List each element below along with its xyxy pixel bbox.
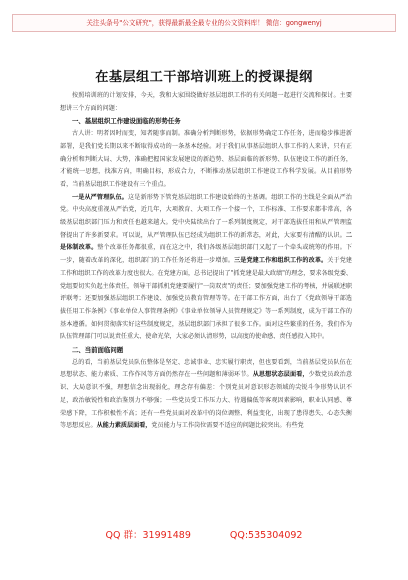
section-1-heading: 一、基层组织工作建设面临的形势任务 — [72, 117, 181, 126]
paragraph-text: 关于党建工作和组织工作的改革力度也很大。在党建方面，总书记提出了"抓党建是最大政绩"的理念，要求各级党委、党组要切实负起主体责任，领导干部抓机党建要履行"一岗双责"的责任；要加强党建工作的考核，并展联述职评联考；还要加强基层组织工作建设、加强党员教育管理等等。在干部工作方面，出台了《党政领导干部选拔任用工作条例》《事业单位人事管理条例》《事业单位领导人员管理规定》等一系列制度，成为干部工作的基本遵循。如何贯彻落实好这些制度规定，基层组织部门承担了很多工作。面对这些繁重的任务，我们作为队伍管理部门可以说责任重大、使命光荣，大家必须认清形势，以高度的使命感、责任感投入其中。 — [60, 257, 352, 341]
paragraph-text: 少数党员政治意识、大局意识不强，理想信念出现弱化，理念存有偏差：个别党员对意识形态领域的尖锐斗争形势认识不足，政治敏锐性和政治鉴别力不够强；一些党员受工作压力大、待遇偏低等客观因素影响，职业认同感、尊荣感下降，工作积极性不高；还有一些党员面对改革中的岗位调整、利益变化，出现了患得患失、心态失衡等思想反应。 — [60, 371, 352, 430]
top-banner: 关注头条号"公文研究"，获得最新最全最专业的公文资料库！ 微信：gongwenyj — [12, 14, 396, 32]
footer-contact — [0, 527, 408, 541]
paragraph — [60, 357, 352, 433]
bold-lead: 从思想状态层面看， — [252, 371, 309, 379]
paragraph — [60, 192, 352, 344]
bold-lead: 三是党建工作和组织工作的改革。 — [234, 257, 328, 265]
section-2-heading: 二、当前面临问题 — [72, 346, 124, 355]
paragraph-text: 党员能力与工作岗位需要不适应的问题比较突出。有些党 — [151, 422, 304, 430]
paragraph: 古人讲：明者因时而变，知者随事而制。准确分析判断形势，依据形势确定工作任务，进而稳步推进新部署，是我们党长期以来不断取得成功的一条基本经验。对于我们从事基层组织人事工作的人来讲，只有正确分析和判断大局、大势，准确把握国家发展建设的新趋势、基层面临的新形势、队伍建设工作的新任务，才能统一思想，找准方向，明确目标，形成合力，不断推动基层组织工作建设工作科学发展。从目前形势看，当前基层组织工作建设有三个重点。 — [60, 130, 352, 188]
paragraph-text: 总的看，当前基层党员队伍整体是坚定、忠诚事业、忠实履行职责，但也要看到，当前基层党员队伍在思想状态、能力素质、工作作风等方面仍然存在一些问题和薄弱环节。 — [60, 358, 352, 379]
bold-lead: 一是从严管理队伍。 — [72, 193, 129, 201]
paragraph-text: 这是新形势下管党基层组织工作建设始终的主基调。组织工作的主线是全面从严治党。中央高度重视从严治党，近几年，大项教育、大项工作一个接一个，工作标准、工作要求都非常高，各级基层组织部门压力和责任也越来越大。党中央陆续出台了一系列制度规定，对干部选拔任用和从严管理监督提出了许多新要求。可以说，从严管理队伍已经成为组织工作的新常态，对此，大家要有清醒的认识。 — [60, 193, 352, 239]
footer-qq: QQ:535304092 — [229, 530, 303, 541]
document-title: 在基层组工干部培训班上的授课提纲 — [95, 70, 313, 85]
document-body — [60, 90, 352, 520]
bold-lead: 二是体制改革。 — [60, 231, 352, 252]
paragraph-text: 整个改革任务都很重，而在这之中，我们各级基层组织部门又起了一个牵头或统筹的作用。下一步，随着改革的深化，组织部门的工作任务还将进一步增加。 — [60, 244, 352, 265]
footer-qq-group: QQ 群：31991489 — [105, 530, 191, 541]
intro-paragraph: 按照培训班的计划安排，今天，我和大家围绕做好基层组织工作的有关问题一起进行交流和探讨。主要想讲三个方面的问题： — [60, 92, 352, 112]
bold-lead: 从能力素质层面看， — [96, 422, 152, 430]
